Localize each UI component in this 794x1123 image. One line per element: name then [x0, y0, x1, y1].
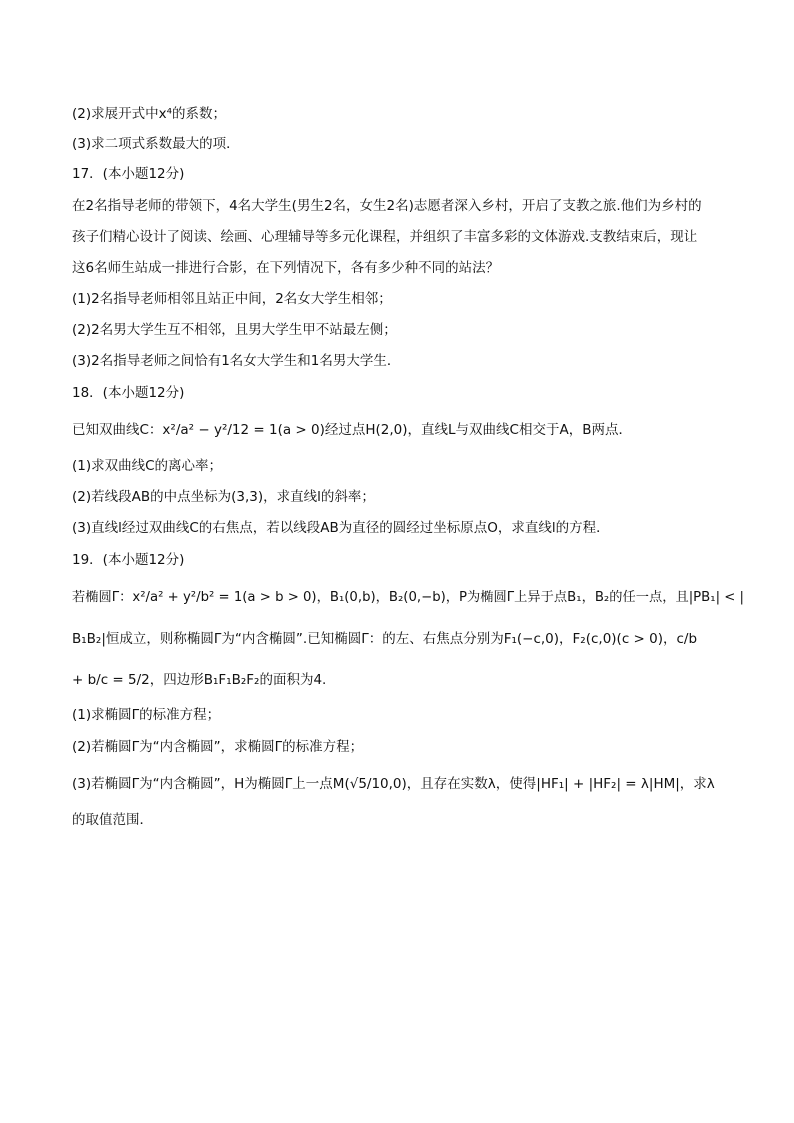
q18-part3: (3)直线l经过双曲线C的右焦点，若以线段AB为直径的圆经过坐标原点O，求直线l的方程．: [72, 520, 610, 536]
q18-part2: (2)若线段AB的中点坐标为(3,3)，求直线l的斜率；: [72, 489, 375, 505]
q18-part1: (1)求双曲线C的离心率；: [72, 458, 223, 474]
q19-stem-line1: 若椭圆Γ：x²/a² + y²/b² = 1(a > b > 0)，B₁(0,b)，B₂(0,−b)，P为椭圆Γ上异于点B₁，B₂的任一点，且|PB₁| < |: [72, 590, 745, 605]
q16-part3: (3)求二项式系数最大的项．: [72, 136, 240, 152]
q17-intro-line3: 这6名师生站成一排进行合影，在下列情况下，各有多少种不同的站法？: [72, 260, 500, 276]
q19-heading: 19．(本小题12分): [72, 552, 185, 568]
q19-part2: (2)若椭圆Γ为“内含椭圆”，求椭圆Γ的标准方程；: [72, 739, 364, 755]
q19-stem-line3: + b/c = 5/2，四边形B₁F₁B₂F₂的面积为4.: [72, 672, 327, 688]
q18-heading: 18．(本小题12分): [72, 385, 185, 401]
q19-part1: (1)求椭圆Γ的标准方程；: [72, 707, 221, 723]
q17-heading: 17．(本小题12分): [72, 166, 185, 182]
q19-part3-line2: 的取值范围．: [72, 812, 153, 828]
q17-part3: (3)2名指导老师之间恰有1名女大学生和1名男大学生．: [72, 353, 401, 369]
q17-intro-line2: 孩子们精心设计了阅读、绘画、心理辅导等多元化课程，并组织了丰富多彩的文体游戏.支教结束后，现让: [72, 229, 698, 245]
q17-intro-line1: 在2名指导老师的带领下，4名大学生(男生2名，女生2名)志愿者深入乡村，开启了支教之旅.他们为乡村的: [72, 198, 702, 214]
q19-part3-line1: (3)若椭圆Γ为“内含椭圆”，H为椭圆Γ上一点M(√5/10,0)，且存在实数λ，使得|HF₁| + |HF₂| = λ|HM|，求λ: [72, 776, 715, 792]
q17-part1: (1)2名指导老师相邻且站正中间，2名女大学生相邻；: [72, 291, 392, 307]
q19-stem-line2: B₁B₂|恒成立，则称椭圆Γ为“内含椭圆”.已知椭圆Γ：的左、右焦点分别为F₁(−c,0)，F₂(c,0)(c > 0)，c/b: [72, 631, 698, 647]
q16-part2: (2)求展开式中x⁴的系数；: [72, 106, 227, 122]
q17-part2: (2)2名男大学生互不相邻，且男大学生甲不站最左侧；: [72, 322, 397, 338]
q18-stem: 已知双曲线C：x²/a² − y²/12 = 1(a > 0)经过点H(2,0)，直线L与双曲线C相交于A，B两点．: [72, 422, 632, 438]
